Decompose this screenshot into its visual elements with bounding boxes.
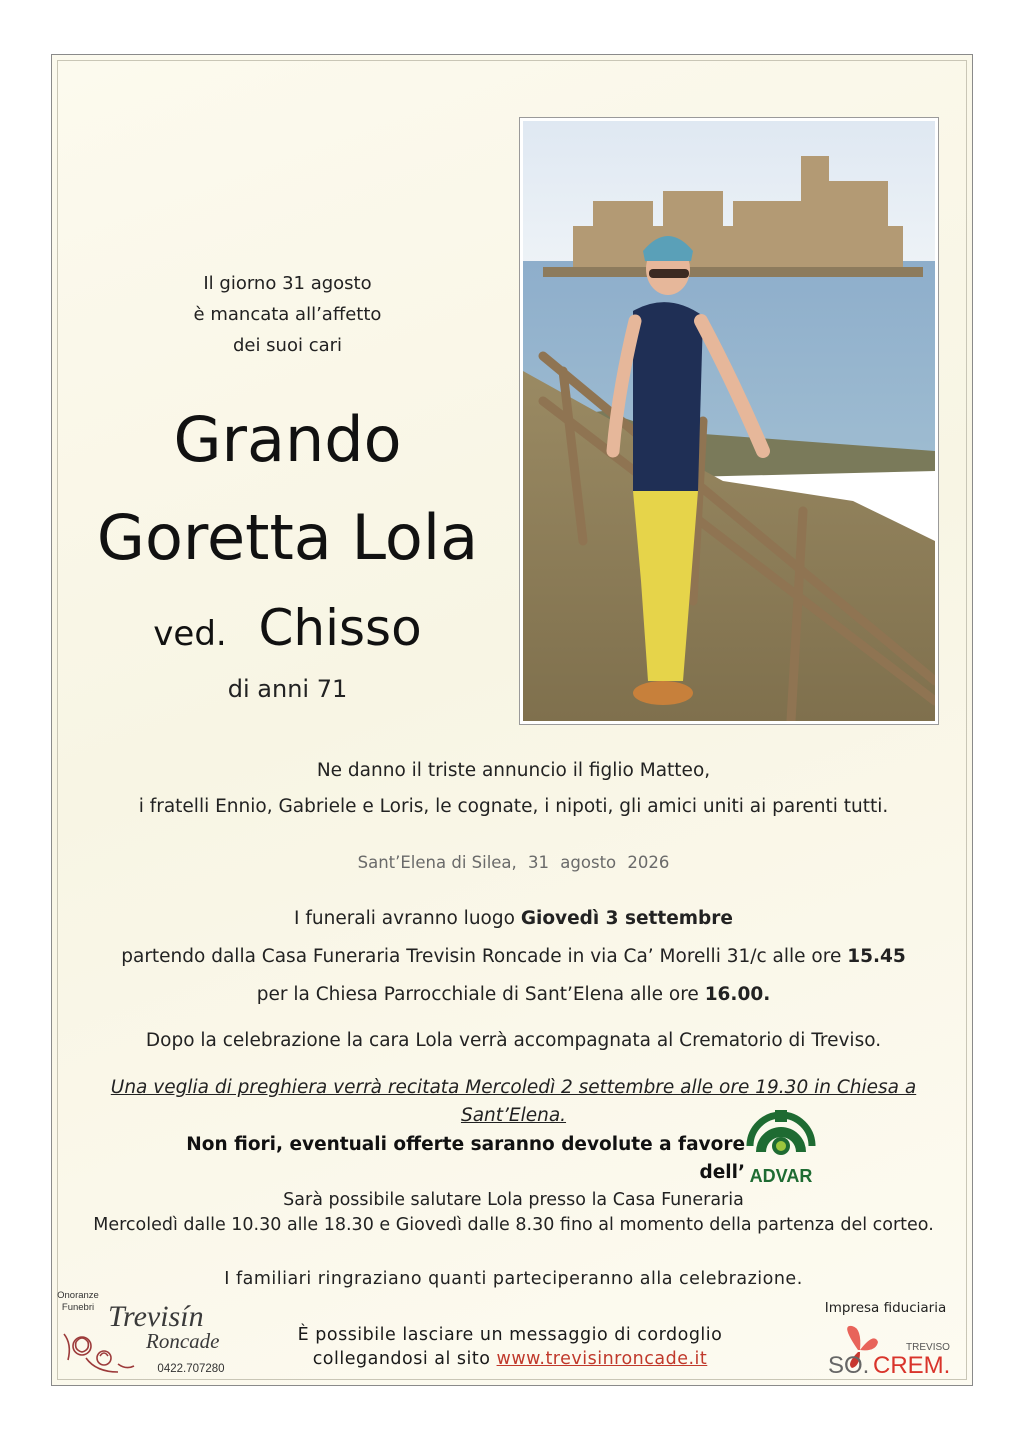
visitation-line-2: Mercoledì dalle 10.30 alle 18.30 e Giovedì dalle 8.30 fino al momento della partenza del corteo. bbox=[93, 1215, 934, 1235]
socrem-logo-graphic bbox=[818, 1298, 953, 1380]
logo-phone: 0422.707280 bbox=[157, 1363, 225, 1375]
date-day: 31 bbox=[528, 853, 550, 872]
deceased-widow-name bbox=[60, 596, 515, 666]
photo-illustration bbox=[523, 121, 935, 721]
funeral-line-1 bbox=[60, 905, 967, 933]
departure-time: 15.45 bbox=[847, 946, 906, 967]
announcement-line-2: i fratelli Ennio, Gabriele e Loris, le cognate, i nipoti, gli amici uniti ai parenti tutti. bbox=[138, 796, 889, 817]
website-link[interactable]: www.trevisinroncade.it bbox=[496, 1349, 708, 1369]
impresa-caption: Impresa fiduciaria bbox=[824, 1300, 947, 1316]
condolence-line-2-text: collegandosi al sito bbox=[312, 1349, 497, 1369]
funeral-line-2 bbox=[60, 943, 967, 971]
date-year: 2026 bbox=[627, 853, 670, 872]
intro-line-1: Il giorno 31 agosto bbox=[203, 273, 372, 294]
advar-logo-text: ADVAR bbox=[749, 1166, 813, 1186]
trevisin-rose-icon bbox=[64, 1334, 134, 1372]
funeral-line-1-text: I funerali avranno luogo bbox=[294, 908, 521, 929]
date-month: agosto bbox=[560, 853, 617, 872]
funeral-line-3 bbox=[60, 981, 967, 1009]
place: Sant’Elena di Silea, bbox=[357, 853, 517, 872]
funeral-line-3-text: per la Chiesa Parrocchiale di Sant’Elena alle ore bbox=[256, 984, 705, 1005]
deceased-photo bbox=[519, 117, 939, 725]
funeral-line-2-text: partendo dalla Casa Funeraria Trevisin Roncade in via Ca’ Morelli 31/c alle ore bbox=[121, 946, 848, 967]
church-time: 16.00. bbox=[704, 984, 771, 1005]
deceased-age: di anni 71 bbox=[227, 675, 348, 703]
cremation-notice: Dopo la celebrazione la cara Lola verrà accompagnata al Crematorio di Treviso. bbox=[145, 1030, 882, 1051]
socrem-logo bbox=[818, 1298, 953, 1380]
advar-logo-graphic bbox=[742, 1106, 820, 1186]
widow-prefix: ved. bbox=[153, 614, 227, 654]
socrem-brand-a: SO. bbox=[828, 1352, 870, 1379]
funeral-date: Giovedì 3 settembre bbox=[520, 908, 733, 929]
announcement-line-1: Ne danno il triste annuncio il figlio Matteo, bbox=[316, 760, 711, 781]
donation-notice: Non fiori, eventuali offerte saranno devolute a favore dell’ bbox=[186, 1134, 745, 1183]
socrem-city: TREVISO bbox=[906, 1342, 950, 1353]
intro-line-2: è mancata all’affetto bbox=[193, 304, 382, 325]
widow-surname: Chisso bbox=[258, 599, 422, 657]
logo-roncade: Roncade bbox=[146, 1329, 220, 1353]
intro-line-3: dei suoi cari bbox=[232, 335, 343, 356]
visitation-line-1: Sarà possibile salutare Lola presso la Casa Funeraria bbox=[283, 1190, 744, 1210]
deceased-first-names: Goretta Lola bbox=[96, 501, 479, 574]
logo-funebri: Funebri bbox=[61, 1302, 95, 1313]
condolence-line-1: È possibile lasciare un messaggio di cordoglio bbox=[297, 1325, 723, 1345]
deceased-surname: Grando bbox=[173, 403, 402, 476]
logo-onoranze: Onoranze bbox=[57, 1290, 99, 1301]
thanks-note: I familiari ringraziano quanti parteciperanno alla celebrazione. bbox=[224, 1269, 803, 1289]
funeral-home-logo bbox=[56, 1286, 246, 1378]
condolence-line-2 bbox=[250, 1346, 770, 1372]
place-and-date bbox=[60, 850, 967, 876]
funeral-home-logo-graphic bbox=[56, 1286, 246, 1378]
logo-trevisin: Trevisín bbox=[108, 1300, 204, 1333]
intro-text bbox=[150, 268, 425, 361]
socrem-brand-b: CREM. bbox=[873, 1352, 951, 1379]
vigil-notice: Una veglia di preghiera verrà recitata Mercoledì 2 settembre alle ore 19.30 in Chiesa a Sant’Elena. bbox=[110, 1077, 917, 1126]
advar-logo bbox=[742, 1106, 820, 1186]
